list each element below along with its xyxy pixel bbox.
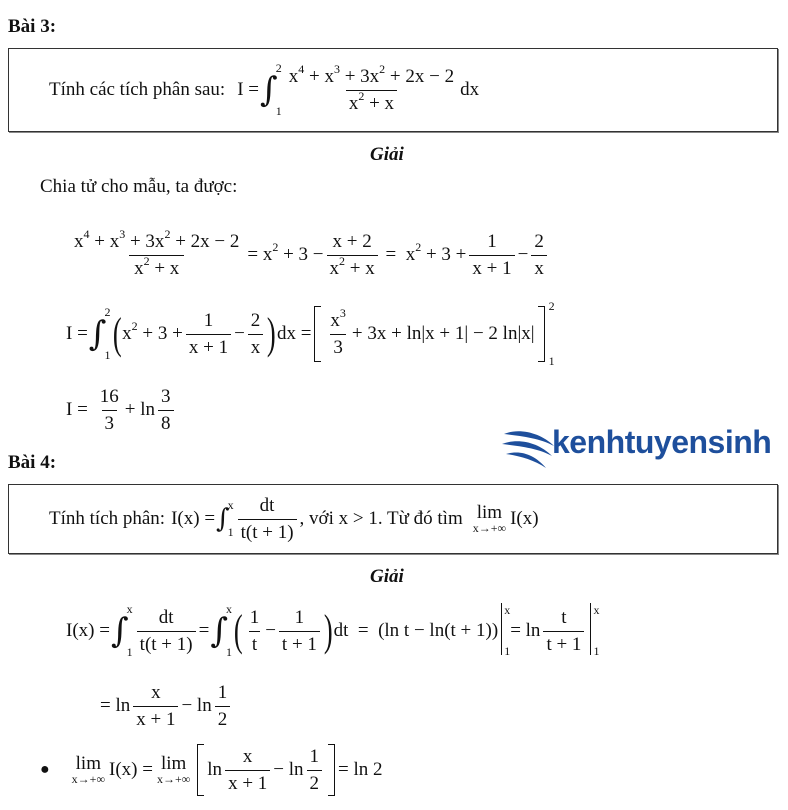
limit-result: ● lim x→+∞ I(x) = lim x→+∞ ln $\frac{x}{x + 1}$ − ln $\frac{1}{2}$ = ln 2 xyxy=(40,738,383,802)
bullet-icon: ● xyxy=(40,761,50,778)
solution-4-label: Giải xyxy=(370,566,404,587)
kenhtuyensinh-logo xyxy=(500,424,785,474)
solution-3-label: Giải xyxy=(370,144,404,165)
problem-4-prompt: Tính tích phân: xyxy=(49,508,166,529)
division-step: $\frac{x^4 + x^3 + 3x^2 + 2x - 2}{x^2 + x}$ = $x^2 + 3$ − $\frac{x + 2}{x^2 + x}$ = $x^2 + 3$ + $\frac{1}{x + 1}$ − $\frac{2}{x}$ xyxy=(66,222,550,288)
integral-sign: ∫ 2 1 xyxy=(260,61,282,118)
problem-4-heading: Bài 4: xyxy=(8,452,57,473)
problem-3-statement: Tính các tích phân sau: I = ∫ 2 1 $\frac{x^4 + x^3 + 3x^2 + 2x - 2}{x^2 + x}$ dx xyxy=(49,61,480,118)
integral-label: I = xyxy=(237,79,260,100)
problem-3-box xyxy=(8,48,778,132)
simplified-result: = ln $\frac{x}{x + 1}$ − ln $\frac{1}{2}$ xyxy=(100,676,233,736)
logo-text: kenhtuyensinh xyxy=(552,424,772,460)
integral-evaluation-step: I = ∫ 2 1 ( $x^2 + 3$ + $\frac{1}{x + 1}$ − $\frac{2}{x}$ ) dx = $\frac{x^3}{3}$ + 3x + ln|x + 1| − 2 ln|x| 2 1 xyxy=(66,299,555,368)
problem-3-heading: Bài 3: xyxy=(8,16,57,37)
partial-fraction-step: I(x) = ∫ x 1 $\frac{dt}{t(t + 1)}$ = ∫ x 1 ( $\frac{1}{t}$ − $\frac{1}{t + 1}$ ) dt = (ln t − ln(t + 1)) x 1 = ln $\frac{t}{t + 1}$ x 1 xyxy=(66,602,600,659)
problem-3-prompt: Tính các tích phân sau: xyxy=(49,79,226,100)
solution-3-intro: Chia tử cho mẫu, ta được: xyxy=(40,176,238,197)
logo-swoosh-icon xyxy=(500,424,556,474)
problem-4-condition: , với x > 1. Từ đó tìm xyxy=(299,508,463,529)
problem-3-result: I = $\frac{16}{3}$ + ln $\frac{3}{8}$ xyxy=(66,382,177,438)
problem-4-box xyxy=(8,484,778,554)
problem-4-statement: Tính tích phân: I(x) = ∫ x 1 $\frac{dt}{t(t + 1)}$ , với x > 1. Từ đó tìm lim x→+∞ I(x) xyxy=(49,494,539,543)
integrand-fraction: $\frac{x^4 + x^3 + 3x^2 + 2x - 2}{x^2 + x}$ xyxy=(288,61,455,114)
